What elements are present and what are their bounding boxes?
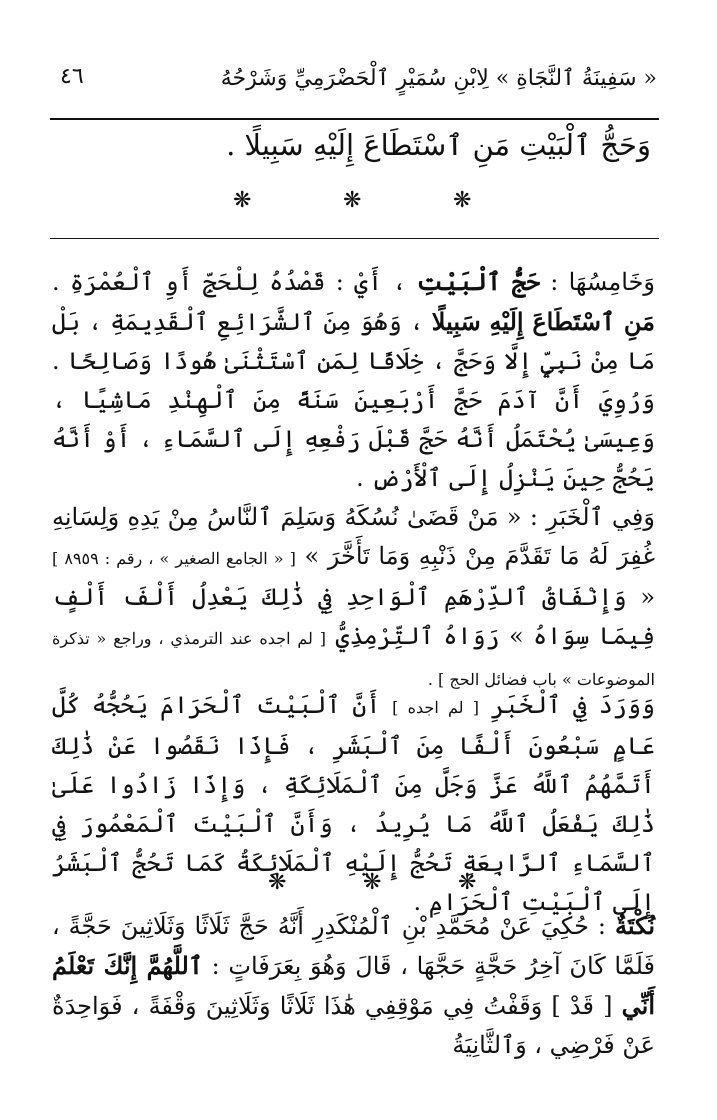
star-ornament: ❋ <box>268 870 287 895</box>
emphasized-text: ٱللَّهُمَّ إِنَّكَ تَعْلَمُ أَنِّي <box>52 951 655 1020</box>
emphasized-text: مَنِ ٱسْتَطَاعَ إِلَيْهِ سَبِيلًا <box>431 307 655 336</box>
star-ornament: ❋ <box>453 188 472 213</box>
commentary-paragraph <box>52 906 655 1065</box>
paragraph-text: وَوَرَدَ فِي ٱلْخَبَرِ <box>479 691 655 719</box>
header-rule <box>50 118 659 120</box>
matn-verse: وَحَجُّ ٱلْبَيْتِ مَنِ ٱسْتَطَاعَ إِلَيْهِ سَبِيلًا . <box>226 128 651 162</box>
star-ornament: ❋ <box>233 188 252 213</box>
reference-note: [ لم اجده عند الترمذي ، وراجع « تذكرة الموضوعات » باب فضائل الحج ] . <box>52 629 655 689</box>
matn-sharh-divider <box>50 238 659 239</box>
page-number: ٤٦ <box>60 64 84 89</box>
paragraph-text: ، أَيْ : قَصْدُهُ لِلْحَجِّ أَوِ ٱلْعُمْرَةِ . <box>52 268 417 296</box>
commentary-paragraph <box>52 686 655 922</box>
star-ornament: ❋ <box>458 870 477 895</box>
star-ornament: ❋ <box>363 870 382 895</box>
emphasized-text: حَجُّ ٱلْبَيْتِ <box>416 267 541 296</box>
reference-note: [ لم اجده ] <box>392 698 480 717</box>
commentary-paragraph <box>52 498 655 699</box>
paragraph-text: وَفِي ٱلْخَبَرِ : « مَنْ قَضَىٰ نُسُكَهُ وَسَلِمَ ٱلنَّاسُ مِنْ يَدِهِ وَلِسَانِهِ غُفِرَ لَهُ مَا تَقَدَّمَ مِنْ ذَنْبِهِ وَمَا تَأَخَّرَ » <box>52 503 656 570</box>
paragraph-text: [ قَدْ ] وَقَفْتُ فِي مَوْقِفِي هَٰذَا ثَلَاثًا وَثَلَاثِينَ وَقْفَةً ، فَوَاحِدَةٌ عَنْ فَرْضِي ، وَٱلثَّانِيَةُ <box>52 992 655 1059</box>
paragraph-text: أَنَّ ٱلْبَيْتَ ٱلْحَرَامَ يَحُجُّهُ كُلَّ عَامٍ سَبْعُونَ أَلْفًا مِنَ ٱلْبَشَرِ ، فَإِذَا نَقَصُوا عَنْ ذَٰلِكَ أَتَمَّهُمُ ٱللَّهُ عَزَّ وَجَلَّ مِنَ ٱلْمَلَائِكَةِ ، وَإِذَا زَادُوا عَلَىٰ ذَٰلِكَ يَفْعَلُ ٱللَّهُ مَا يُرِيدُ ، وَأَنَّ ٱلْبَيْتَ ٱلْمَعْمُورَ فِي ٱلسَّمَاءِ ٱلرَّابِعَةِ تَحُجُّ إِلَيْهِ ٱلْمَلَائِكَةُ كَمَا تَحُجُّ ٱلْبَشَرُ إِلَى ٱلْبَيْتِ ٱلْحَرَامِ . <box>52 691 655 916</box>
page-header <box>60 62 657 112</box>
star-ornament: ❋ <box>343 188 362 213</box>
reference-note: [ « الجامع الصغير » ، رقم : ٨٩٥٩ ] <box>52 549 296 568</box>
commentary-paragraph <box>52 262 655 498</box>
paragraph-text: « وَإِنْفَاقُ ٱلدِّرْهَمِ ٱلْوَاحِدِ فِي ذَٰلِكَ يَعْدِلُ أَلْفَ أَلْفٍ فِيمَا سِوَاهُ » رَوَاهُ ٱلتِّرْمِذِيُّ <box>52 583 656 650</box>
running-title: « سَفِينَةُ ٱلنَّجَاةِ » لِابْنِ سُمَيْرٍ ٱلْحَضْرَمِيِّ وَشَرْحُهُ <box>220 66 657 91</box>
paragraph-text: وَخَامِسُهَا : <box>540 268 655 296</box>
paragraph-text: ، وَهُوَ مِنَ ٱلشَّرَائِعِ ٱلْقَدِيمَةِ ، بَلْ مَا مِنْ نَبِيٍّ إِلَّا وَحَجَّ ، خِلَافًا لِمَنِ ٱسْتَثْنَىٰ هُودًا وَصَالِحًا . وَرُوِيَ أَنَّ آدَمَ حَجَّ أَرْبَعِينَ سَنَةً مِنَ ٱلْهِنْدِ مَاشِيًا ، وَعِيسَىٰ يُحْتَمَلُ أَنَّهُ حَجَّ قَبْلَ رَفْعِهِ إِلَى ٱلسَّمَاءِ ، أَوْ أَنَّهُ يَحُجُّ حِينَ يَنْزِلُ إِلَى ٱلْأَرْضِ . <box>52 308 656 492</box>
paragraph-text: : حُكِيَ عَنْ مُحَمَّدِ بْنِ ٱلْمُنْكَدِرِ أَنَّهُ حَجَّ ثَلَاثًا وَثَلَاثِينَ حَجَّةً ، فَلَمَّا كَانَ آخِرُ حَجَّةٍ حَجَّهَا ، قَالَ وَهُوَ بِعَرَفَاتٍ : <box>52 912 655 980</box>
emphasized-text: نُكْتَةٌ <box>614 911 655 940</box>
